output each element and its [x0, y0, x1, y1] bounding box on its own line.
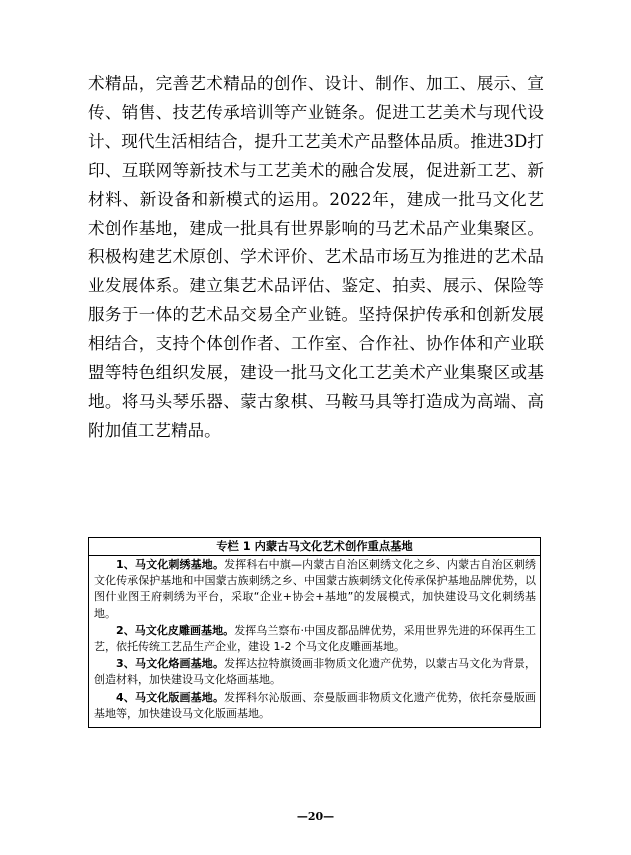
sidebar-box-body	[89, 556, 540, 727]
item-heading: 2、马文化皮雕画基地。	[116, 623, 235, 637]
body-paragraph: 术精品，完善艺术精品的创作、设计、制作、加工、展示、宣传、销售、技艺传承培训等产业链条。促进工艺美术与现代设计、现代生活相结合，提升工艺美术产品整体品质。推进3D打印、互联网等新技术与工艺美术的融合发展，促进新工艺、新材料、新设备和新模式的运用。2022年，建成一批马文化艺术创作基地，建成一批具有世界影响的马艺术品产业集聚区。积极构建艺术原创、学术评价、艺术品市场互为推进的艺术品业发展体系。建立集艺术品评估、鉴定、拍卖、展示、保险等服务于一体的艺术品交易全产业链。坚持保护传承和创新发展相结合，支持个体创作者、工作室、合作社、协作体和产业联盟等特色组织发展，建设一批马文化工艺美术产业集聚区或基地。将马头琴乐器、蒙古象棋、马鞍马具等打造成为高端、高附加值工艺精品。	[88, 74, 544, 440]
list-item	[94, 623, 536, 655]
list-item	[94, 656, 536, 688]
item-heading: 1、马文化刺绣基地。	[116, 558, 225, 571]
item-text: 发挥乌兰察布·中国皮都品牌优势，采用世界先进的环保再生工艺，依托传统工艺品生产企业，建设 1-2 个马文化皮雕画基地。	[94, 623, 536, 654]
list-item	[94, 557, 536, 622]
item-heading: 4、马文化版画基地。	[116, 690, 225, 704]
item-text: 发挥科右中旗—内蒙古自治区刺绣文化之乡、内蒙古自治区刺绣文化传承保护基地和中国蒙古族刺绣之乡、中国蒙古族刺绣文化传承保护基地品牌优势，以图什业图王府刺绣为平台，采取“企业+协会+基地”的发展模式，加快建设马文化刺绣基地。	[94, 558, 537, 620]
sidebar-box-title: 专栏 1 内蒙古马文化艺术创作重点基地	[89, 538, 540, 556]
list-item	[94, 690, 536, 722]
item-text: 发挥科尔沁版画、奈曼版画非物质文化遗产优势，依托奈曼版画基地等，加快建设马文化版画基地。	[94, 690, 537, 720]
item-text: 发挥达拉特旗烫画非物质文化遗产优势，以蒙古马文化为背景，创造材料，加快建设马文化烙画基地。	[94, 657, 537, 687]
sidebar-box	[88, 537, 541, 728]
item-heading: 3、马文化烙画基地。	[116, 657, 225, 671]
page-number: —20—	[296, 810, 335, 823]
